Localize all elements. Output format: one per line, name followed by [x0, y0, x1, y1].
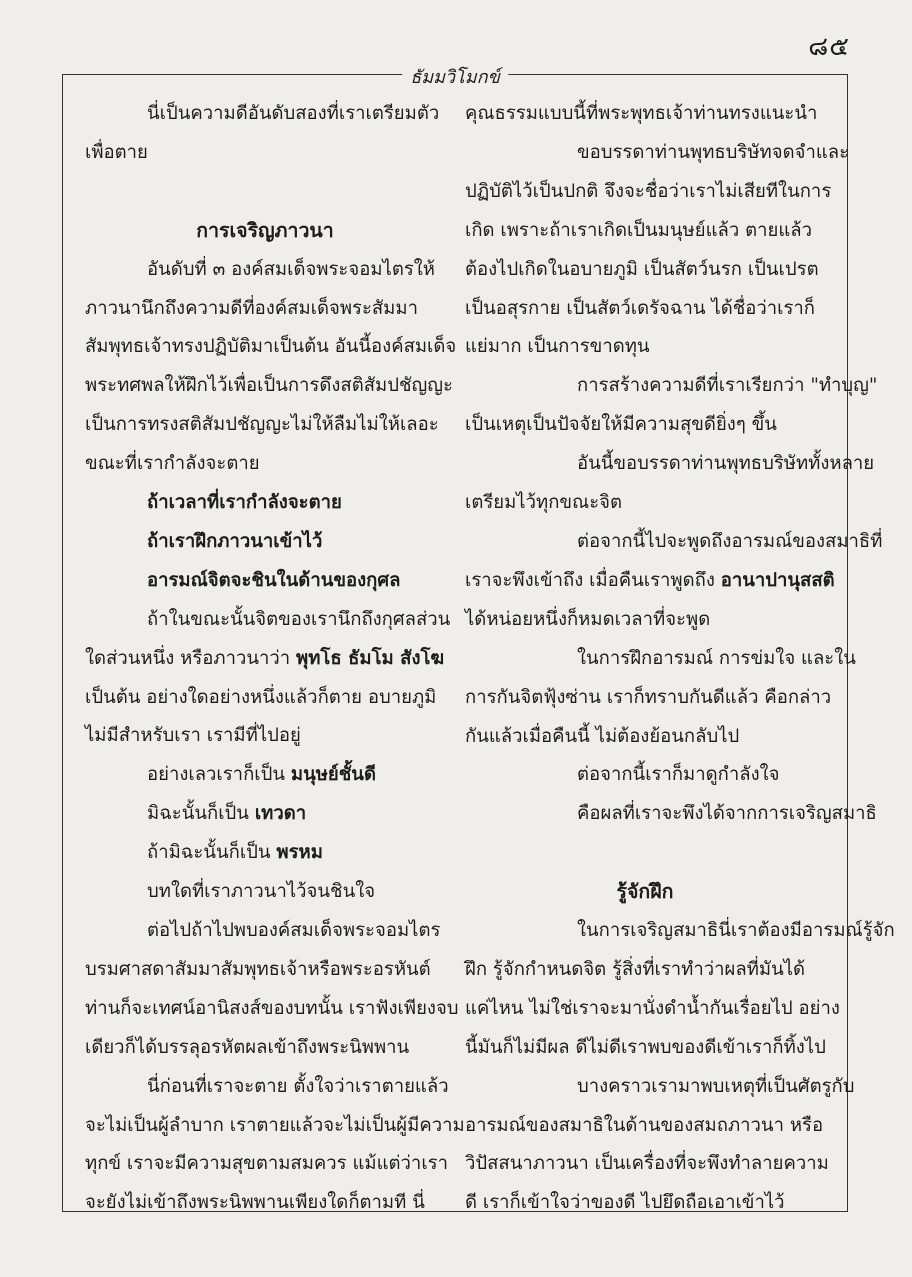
- text-line: [465, 990, 840, 1029]
- line-text: รู้จักฝึก: [616, 880, 674, 904]
- text-line: [465, 562, 835, 601]
- line-text: ขอบรรดาท่านพุทธบริษัทจดจำและ: [577, 141, 850, 163]
- line-text: เราจะพึงเข้าถึง เมื่อคืนเราพูดถึง: [465, 569, 721, 591]
- text-line: [85, 1145, 448, 1184]
- text-line: [465, 445, 875, 484]
- text-line: [465, 523, 883, 562]
- text-line: [465, 173, 832, 212]
- line-text: เกิด เพราะถ้าเราเกิดเป็นมนุษย์แล้ว ตายแล้ว: [465, 219, 812, 241]
- section-heading: [85, 212, 445, 251]
- text-line: [85, 328, 457, 367]
- text-line: [85, 679, 445, 718]
- line-text: ถ้ามิฉะนั้นก็เป็น: [147, 842, 277, 864]
- line-text: กันแล้วเมื่อคืนนี้ ไม่ต้องย้อนกลับไป: [465, 725, 740, 747]
- line-text: บางคราวเรามาพบเหตุที่เป็นศัตรูกับ: [577, 1075, 855, 1097]
- text-line: [465, 328, 825, 367]
- text-line: [465, 601, 825, 640]
- line-text: นี่เป็นความดีอันดับสองที่เราเตรียมตัว: [147, 103, 440, 124]
- text-line: [85, 523, 445, 562]
- line-text: บรมศาสดาสัมมาสัมพุทธเจ้าหรือพระอรหันต์: [85, 958, 431, 980]
- text-line: [85, 1107, 465, 1146]
- line-text: แค่ไหน ไม่ใช่เราจะมานั่งดำน้ำกันเรื่อยไป อย่าง: [465, 997, 840, 1019]
- line-text: เป็นต้น อย่างใดอย่างหนึ่งแล้วก็ตาย อบายภูมิ: [85, 686, 437, 708]
- bold-text: อารมณ์จิตจะชินในด้านของกุศล: [147, 569, 401, 591]
- bold-text: พรหม: [276, 842, 323, 864]
- text-line: [465, 212, 825, 251]
- text-line: [465, 640, 856, 679]
- line-text: อย่างเลวเราก็เป็น: [147, 764, 291, 786]
- text-line: [85, 640, 445, 679]
- section-heading: [465, 873, 825, 912]
- page-number: ๘๕: [808, 32, 850, 62]
- line-text: นี้มันก็ไม่มีผล ดีไม่ดีเราพบของดีเข้าเราก็ทิ้งไป: [465, 1036, 826, 1058]
- line-text: เดียวก็ได้บรรลุอรหัตผลเข้าถึงพระนิพพาน: [85, 1036, 410, 1058]
- line-text: การเจริญภาวนา: [196, 218, 334, 242]
- text-line: [465, 251, 825, 290]
- line-text: คือผลที่เราจะพึงได้จากการเจริญสมาธิ: [577, 803, 877, 825]
- text-line: [85, 290, 445, 329]
- line-text: อันดับที่ ๓ องค์สมเด็จพระจอมไตรให้: [147, 258, 435, 280]
- bold-text: ถ้าเวลาที่เรากำลังจะตาย: [147, 492, 342, 514]
- text-line: [85, 406, 445, 445]
- text-line: [465, 1107, 825, 1146]
- running-header: ธัมมวิโมกข์: [402, 62, 508, 91]
- line-text: มิฉะนั้นก็เป็น: [147, 803, 255, 825]
- line-text: นี่ก่อนที่เราจะตาย ตั้งใจว่าเราตายแล้ว: [147, 1075, 449, 1097]
- text-line: [85, 990, 459, 1029]
- text-line: [465, 1184, 825, 1223]
- line-text: เป็นการทรงสติสัมปชัญญะไม่ให้ลืมไม่ให้เลอะ: [85, 414, 439, 436]
- line-text: ภาวนานึกถึงความดีที่องค์สมเด็จพระสัมมา: [85, 297, 418, 319]
- line-text: ทุกข์ เราจะมีความสุขตามสมควร แม้แต่ว่าเรา: [85, 1153, 448, 1175]
- line-text: ในการฝึกอารมณ์ การข่มใจ และใน: [577, 647, 856, 669]
- text-line: [465, 95, 825, 134]
- text-line: [465, 718, 825, 757]
- line-text: การสร้างความดีที่เราเรียกว่า "ทำบุญ": [577, 375, 878, 397]
- page-frame: [62, 67, 895, 1214]
- bold-text: พุทโธ ธัมโม สังโฆ: [296, 647, 445, 669]
- text-line: [465, 756, 825, 795]
- line-text: ถ้าในขณะนั้นจิตของเรานึกถึงกุศลส่วน: [147, 608, 451, 630]
- line-text: ท่านก็จะเทศน์อานิสงส์ของบทนั้น เราฟังเพียงจบ: [85, 997, 459, 1019]
- text-line: [465, 1029, 825, 1068]
- line-text: แย่มาก เป็นการขาดทุน: [465, 336, 650, 358]
- text-line: [85, 445, 445, 484]
- text-line: [85, 834, 445, 873]
- text-line: [85, 484, 445, 523]
- text-line: [85, 1068, 449, 1107]
- bold-text: ถ้าเราฝึกภาวนาเข้าไว้: [147, 530, 323, 552]
- text-line: [85, 367, 453, 406]
- blank-line: [85, 173, 445, 212]
- text-line: [85, 795, 445, 834]
- line-text: อารมณ์ของสมาธิในด้านของสมถภาวนา หรือ: [465, 1114, 824, 1136]
- line-text: คุณธรรมแบบนี้ที่พระพุทธเจ้าท่านทรงแนะนำ: [465, 103, 818, 124]
- text-line: [465, 484, 825, 523]
- bold-text: อานาปานุสสติ: [720, 569, 835, 591]
- line-text: ต่อไปถ้าไปพบองค์สมเด็จพระจอมไตร: [147, 920, 441, 942]
- text-line: [85, 562, 445, 601]
- line-text: บทใดที่เราภาวนาไว้จนชินใจ: [147, 881, 376, 903]
- text-line: [465, 1145, 829, 1184]
- line-text: ปฏิบัติไว้เป็นปกติ จึงจะชื่อว่าเราไม่เสียทีในการ: [465, 180, 832, 202]
- line-text: เป็นเหตุเป็นปัจจัยให้มีความสุขดียิ่งๆ ขึ้น: [465, 414, 777, 436]
- line-text: ต่อจากนี้เราก็มาดูกำลังใจ: [577, 764, 780, 786]
- line-text: พระทศพลให้ฝึกไว้เพื่อเป็นการดึงสติสัมปชัญญะ: [85, 375, 453, 397]
- text-line: [465, 795, 877, 834]
- line-text: เพื่อตาย: [85, 141, 148, 163]
- text-line: [465, 912, 895, 951]
- line-text: อันนี้ขอบรรดาท่านพุทธบริษัททั้งหลาย: [577, 453, 875, 475]
- line-text: วิปัสสนาภาวนา เป็นเครื่องที่จะพึงทำลายความ: [465, 1153, 829, 1175]
- text-line: [465, 951, 825, 990]
- text-line: [465, 290, 825, 329]
- text-line: [85, 251, 445, 290]
- text-line: [85, 912, 445, 951]
- blank-line: [465, 834, 825, 873]
- text-line: [85, 717, 445, 756]
- text-line: [465, 134, 850, 173]
- text-line: [465, 1068, 855, 1107]
- text-line: [85, 1184, 445, 1223]
- text-line: [85, 601, 451, 640]
- line-text: การกันจิตฟุ้งซ่าน เราก็ทราบกันดีแล้ว คือกล่าว: [465, 686, 832, 708]
- line-text: จะยังไม่เข้าถึงพระนิพพานเพียงใดก็ตามที นี่: [85, 1192, 425, 1214]
- line-text: ฝึก รู้จักกำหนดจิต รู้สิ่งที่เราทำว่าผลที่มันได้: [465, 958, 806, 980]
- line-text: ใดส่วนหนึ่ง หรือภาวนาว่า: [85, 647, 297, 669]
- text-line: [85, 1029, 445, 1068]
- line-text: ต่อจากนี้ไปจะพูดถึงอารมณ์ของสมาธิที่: [577, 530, 883, 552]
- line-text: ดี เราก็เข้าใจว่าของดี ไปยึดถือเอาเข้าไว้: [465, 1192, 785, 1214]
- line-text: ในการเจริญสมาธินี่เราต้องมีอารมณ์รู้จัก: [577, 920, 895, 942]
- text-line: [85, 134, 445, 173]
- line-text: สัมพุทธเจ้าทรงปฏิบัติมาเป็นต้น อันนี้องค์สมเด็จ: [85, 336, 457, 358]
- text-line: [85, 873, 445, 912]
- text-line: [85, 951, 445, 990]
- text-line: [85, 756, 445, 795]
- bold-text: เทวดา: [254, 803, 307, 825]
- text-line: [465, 679, 832, 718]
- text-line: [85, 95, 445, 134]
- line-text: เป็นอสุรกาย เป็นสัตว์เดรัจฉาน ได้ชื่อว่าเราก็: [465, 297, 816, 319]
- line-text: ต้องไปเกิดในอบายภูมิ เป็นสัตว์นรก เป็นเปรต: [465, 258, 819, 280]
- line-text: เตรียมไว้ทุกขณะจิต: [465, 492, 622, 514]
- text-line: [465, 406, 825, 445]
- line-text: จะไม่เป็นผู้ลำบาก เราตายแล้วจะไม่เป็นผู้มีความ: [85, 1114, 465, 1136]
- text-line: [465, 367, 878, 406]
- bold-text: มนุษย์ชั้นดี: [290, 764, 376, 786]
- right-column: [465, 95, 895, 1223]
- line-text: ไม่มีสำหรับเรา เรามีที่ไปอยู่: [85, 725, 301, 747]
- line-text: ขณะที่เรากำลังจะตาย: [85, 453, 260, 475]
- line-text: ได้หน่อยหนึ่งก็หมดเวลาที่จะพูด: [465, 608, 711, 630]
- left-column: [85, 95, 465, 1223]
